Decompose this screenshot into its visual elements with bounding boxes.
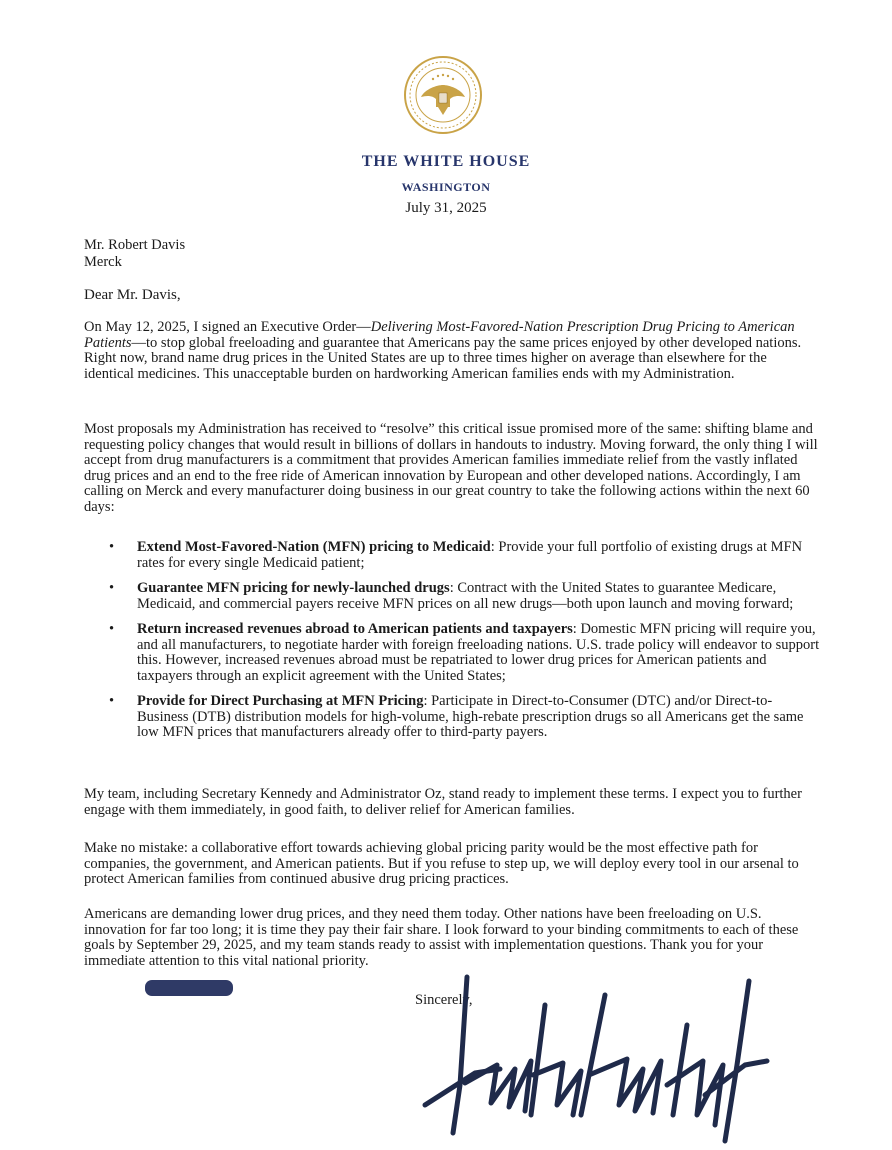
- paragraph-proposals: Most proposals my Administration has received to “resolve” this critical issue promised more of the same: shifting blame and requesting policy changes that would result in billions of dollars in handouts to industry. Moving forward, the only thing I will accept from drug manufacturers is a commitment that provides American families immediate relief from the vastly inflated drug prices and an end to the free ride of American innovation by European and other developed nations. Accordingly, I am calling on Merck and every manufacturer doing business in our great country to take the following actions within the next 60 days:: [84, 421, 818, 515]
- action-text: : Participate in Direct-to-Consumer (DTC) and/or Direct-to-Business (DTB) distribution models for high-volume, high-rebate prescription drugs so all Americans get the same low MFN prices that manufacturers already offer to third-party payers.: [137, 693, 804, 740]
- action-item: [109, 694, 821, 741]
- paragraph-rest: —to stop global freeloading and guarantee that Americans pay the same prices enjoyed by other developed nations. Right now, brand name drug prices in the United States are up to three times higher on average than elsewhere for the identical medicines. This unacceptable burden on hardworking American families ends with my Administration.: [84, 334, 802, 382]
- letterhead-title: THE WHITE HOUSE: [361, 153, 531, 170]
- action-item: [109, 581, 821, 612]
- executive-order-title: Delivering Most-Favored-Nation Prescription Drug Pricing to American Patients: [84, 319, 795, 351]
- action-text: : Provide your full portfolio of existing drugs at MFN rates for every single Medicaid patient;: [137, 539, 803, 571]
- paragraph-intro: On May 12, 2025, I signed an Executive Order—: [84, 319, 371, 335]
- paragraph-executive-order: [84, 320, 819, 382]
- action-heading: Guarantee MFN pricing for newly-launched drugs: [137, 580, 450, 596]
- recipient-name: Mr. Robert Davis: [84, 237, 186, 253]
- handwritten-signature-icon: [405, 965, 785, 1145]
- action-item: [109, 622, 821, 684]
- letterhead-subtitle: WASHINGTON: [401, 180, 491, 194]
- redaction-mark: [145, 980, 233, 996]
- action-text: : Contract with the United States to guarantee Medicare, Medicaid, and commercial payers receive MFN prices on all new drugs—both upon launch and moving forward;: [137, 580, 794, 612]
- action-list: [109, 540, 821, 751]
- paragraph-team: My team, including Secretary Kennedy and Administrator Oz, stand ready to implement these terms. I expect you to further engage with them immediately, in good faith, to deliver relief for American families.: [84, 786, 802, 818]
- presidential-seal-icon: [403, 55, 483, 135]
- salutation: Dear Mr. Davis,: [84, 287, 181, 303]
- recipient-address: [84, 237, 819, 271]
- action-heading: Return increased revenues abroad to American patients and taxpayers: [137, 621, 573, 637]
- paragraph-warning: Make no mistake: a collaborative effort towards achieving global pricing parity would be the most effective path for companies, the government, and American patients. But if you refuse to step up, we will deploy every tool in our arsenal to protect American families from continued abusive drug pricing practices.: [84, 840, 799, 887]
- action-text: : Domestic MFN pricing will require you, and all manufacturers, to negotiate harder with foreign freeloading nations. U.S. trade policy will endeavor to support this. However, increased revenues abroad must be repatriated to lower drug prices for American patients and taxpayers through an explicit agreement with the United States;: [137, 621, 820, 684]
- paragraph-deadline: Americans are demanding lower drug prices, and they need them today. Other nations have been freeloading on U.S. innovation for far too long; it is time they pay their fair share. I look forward to your binding commitments to each of these goals by September 29, 2025, and my team stands ready to assist with implementation questions. Thank you for your immediate attention to this vital national priority.: [84, 906, 799, 969]
- letter-date: July 31, 2025: [405, 200, 487, 216]
- closing: Sincerely,: [415, 992, 473, 1008]
- recipient-company: Merck: [84, 254, 122, 270]
- action-heading: Provide for Direct Purchasing at MFN Pricing: [137, 693, 424, 709]
- action-item: [109, 540, 821, 571]
- action-heading: Extend Most-Favored-Nation (MFN) pricing to Medicaid: [137, 539, 491, 555]
